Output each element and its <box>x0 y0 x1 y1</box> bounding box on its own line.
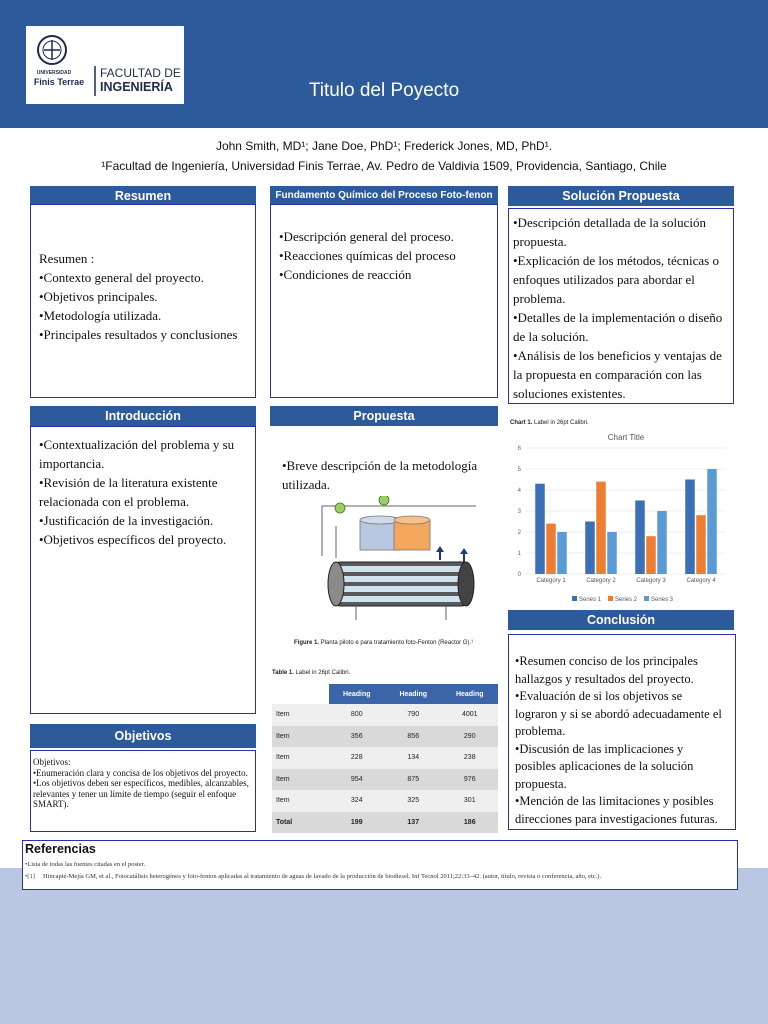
x-tick-label: Category 3 <box>636 578 666 584</box>
table-cell: 790 <box>385 704 442 726</box>
solucion-box <box>508 208 734 404</box>
table-cell: 325 <box>385 790 442 812</box>
conclusion-box <box>508 634 736 830</box>
propuesta-line: •Breve descripción de la metodología utilizada. <box>282 458 478 492</box>
university-logo <box>26 26 184 104</box>
y-tick-label: 1 <box>517 551 521 557</box>
y-tick-label: 0 <box>517 572 521 578</box>
author-names: John Smith, MD¹; Jane Doe, PhD¹; Frederick Jones, MD, PhD¹. <box>215 139 553 153</box>
logo-faculty-line1: FACULTAD DE <box>100 66 181 80</box>
introduccion-line: •Justificación de la investigación. <box>39 513 214 528</box>
conclusion-header: Conclusión <box>508 610 734 630</box>
table-row-label: Item <box>272 747 329 769</box>
table-cell: 290 <box>442 726 499 748</box>
bar <box>546 524 556 574</box>
table-cell: 875 <box>385 769 442 791</box>
fundamento-line: •Descripción general del proceso. <box>279 229 454 244</box>
table-cell: 4001 <box>442 704 499 726</box>
table-caption <box>272 670 350 676</box>
y-tick-label: 4 <box>517 488 521 494</box>
table-row-label: Item <box>272 704 329 726</box>
objetivos-line: •Los objetivos deben ser específicos, medibles, alcanzables, relevantes y tener un límite de tiempo (seguir el enfoque SMART). <box>33 778 249 809</box>
table-row <box>272 769 498 791</box>
bar <box>557 532 567 574</box>
chart-title: Chart Title <box>607 433 645 442</box>
introduccion-text <box>31 427 255 555</box>
legend-label: Series 1 <box>579 597 602 603</box>
logo-university: Finis Terrae <box>33 77 85 87</box>
solucion-line: •Descripción detallada de la solución propuesta. <box>513 215 706 249</box>
legend-label: Series 2 <box>615 597 638 603</box>
table-cell: 137 <box>385 812 442 834</box>
referencias-entry-text: Hincapié-Mejía GM, et al., Fotocatálisis heterogénea y foto-fenton aplicadas al tratamiento de aguas de lavado de la producción de biodiesel. Inf Tecnol 2011;22:33–42. (autor, título, revista o conferencia, año, etc.). <box>42 873 602 880</box>
table-cell: 954 <box>329 769 386 791</box>
table-cell: 356 <box>329 726 386 748</box>
solucion-text <box>509 209 733 409</box>
table-header: Heading <box>442 684 499 704</box>
referencias-line: •Lista de todas las fuentes citadas en el poster. <box>25 861 146 868</box>
resumen-header: Resumen <box>30 186 256 206</box>
figure-caption-label: Figure 1. <box>294 640 320 646</box>
table-cell: 324 <box>329 790 386 812</box>
chart-caption-text: Label in 26pt Calibri. <box>532 420 589 426</box>
resumen-line: •Contexto general del proyecto. <box>39 270 204 285</box>
referencias-entry <box>25 873 601 880</box>
authors-block <box>0 136 768 176</box>
y-tick-label: 3 <box>517 509 521 515</box>
poster-title: Titulo del Poyecto <box>308 80 460 101</box>
introduccion-line: •Objetivos específicos del proyecto. <box>39 532 227 547</box>
bar <box>646 536 656 574</box>
bar <box>585 522 595 575</box>
figure-caption-text: Planta piloto e para tratamiento foto-Fenton (Reactor G).¹ <box>319 640 474 646</box>
table-row-label: Item <box>272 790 329 812</box>
introduccion-line: •Revisión de la literatura existente relacionada con el problema. <box>39 475 218 509</box>
conclusion-line: •Discusión de las implicaciones y posibles aplicaciones de la solución propuesta. <box>515 741 694 791</box>
x-tick-label: Category 1 <box>536 578 566 584</box>
table-cell: 301 <box>442 790 499 812</box>
chart-caption-label: Chart 1. <box>510 420 533 426</box>
solucion-header: Solución Propuesta <box>508 186 734 206</box>
table-cell: 199 <box>329 812 386 834</box>
bar <box>657 511 667 574</box>
objetivos-header: Objetivos <box>30 724 256 748</box>
resumen-line: Resumen : <box>39 251 95 266</box>
objetivos-box <box>30 750 256 832</box>
data-table <box>272 684 498 833</box>
conclusion-text <box>509 635 735 834</box>
table-row <box>272 726 498 748</box>
table-caption-text: Label in 26pt Calibri. <box>293 670 351 676</box>
table-cell: 134 <box>385 747 442 769</box>
table-row-label: Total <box>272 812 329 834</box>
table-cell: 238 <box>442 747 499 769</box>
table-cell: 186 <box>442 812 499 834</box>
legend-swatch <box>608 596 613 601</box>
legend-swatch <box>572 596 577 601</box>
table-cell: 856 <box>385 726 442 748</box>
introduccion-box <box>30 426 256 714</box>
fundamento-line: •Reacciones químicas del proceso <box>279 248 456 263</box>
fundamento-text <box>271 205 497 290</box>
y-tick-label: 2 <box>517 530 521 536</box>
table-row <box>272 704 498 726</box>
bar <box>696 515 706 574</box>
table-header-row <box>272 684 498 704</box>
reactor-diagram <box>316 496 486 631</box>
bar-chart <box>508 428 734 604</box>
solucion-line: •Análisis de los beneficios y ventajas de la propuesta en comparación con las soluciones existentes. <box>513 348 722 401</box>
table-row-label: Item <box>272 726 329 748</box>
table-header-corner <box>272 684 329 704</box>
conclusion-line: •Evaluación de si los objetivos se lograron y si se abordó adecuadamente el problema. <box>515 689 722 738</box>
table-cell: 976 <box>442 769 499 791</box>
solucion-line: •Explicación de los métodos, técnicas o enfoques utilizados para abordar el problema. <box>513 253 719 306</box>
referencias-title: Referencias <box>25 842 96 856</box>
header-banner <box>0 0 768 128</box>
chart-caption <box>510 420 589 426</box>
resumen-text <box>31 205 255 350</box>
table-row-label: Item <box>272 769 329 791</box>
bar <box>535 484 545 574</box>
resumen-line: •Principales resultados y conclusiones <box>39 327 238 342</box>
resumen-line: •Objetivos principales. <box>39 289 158 304</box>
bar <box>635 501 645 575</box>
legend-swatch <box>644 596 649 601</box>
introduccion-header: Introducción <box>30 406 256 426</box>
solucion-line: •Detalles de la implementación o diseño de la solución. <box>513 310 723 344</box>
resumen-line: •Metodología utilizada. <box>39 308 162 323</box>
x-tick-label: Category 4 <box>686 578 716 584</box>
bar <box>685 480 695 575</box>
logo-faculty-line2: INGENIERÍA <box>100 80 173 94</box>
conclusion-line: •Resumen conciso de los principales hallazgos y resultados del proyecto. <box>515 654 698 686</box>
propuesta-box <box>270 426 498 656</box>
table-row <box>272 747 498 769</box>
fundamento-box <box>270 204 498 398</box>
propuesta-text <box>270 426 498 500</box>
table-caption-label: Table 1. <box>272 670 294 676</box>
objetivos-text <box>31 751 255 816</box>
bar <box>607 532 617 574</box>
table-cell: 228 <box>329 747 386 769</box>
bar <box>596 482 606 574</box>
table-row <box>272 790 498 812</box>
objetivos-line: Objetivos: <box>33 757 71 767</box>
table-cell: 800 <box>329 704 386 726</box>
bar <box>707 469 717 574</box>
table-header: Heading <box>329 684 386 704</box>
referencias-box <box>22 840 738 890</box>
logo-university-small: UNIVERSIDAD <box>36 70 72 76</box>
y-tick-label: 5 <box>517 467 521 473</box>
conclusion-line: •Mención de las limitaciones y posibles direcciones para investigaciones futuras. <box>515 794 718 826</box>
referencias-entry-number: •[1] <box>25 873 35 880</box>
table-row <box>272 812 498 834</box>
figure-caption <box>294 640 473 646</box>
fundamento-line: •Condiciones de reacción <box>279 267 412 282</box>
legend-label: Series 3 <box>651 597 674 603</box>
x-tick-label: Category 2 <box>586 578 616 584</box>
author-affiliation: ¹Facultad de Ingeniería, Universidad Finis Terrae, Av. Pedro de Valdivia 1509, Providencia, Santiago, Chile <box>101 159 667 173</box>
resumen-box <box>30 204 256 398</box>
introduccion-line: •Contextualización del problema y su importancia. <box>39 437 235 471</box>
objetivos-line: •Enumeración clara y concisa de los objetivos del proyecto. <box>33 767 248 778</box>
y-tick-label: 6 <box>517 446 521 452</box>
table-body <box>272 704 498 833</box>
fundamento-header: Fundamento Químico del Proceso Foto-fenon <box>270 186 498 206</box>
propuesta-header: Propuesta <box>270 406 498 426</box>
table-header: Heading <box>385 684 442 704</box>
